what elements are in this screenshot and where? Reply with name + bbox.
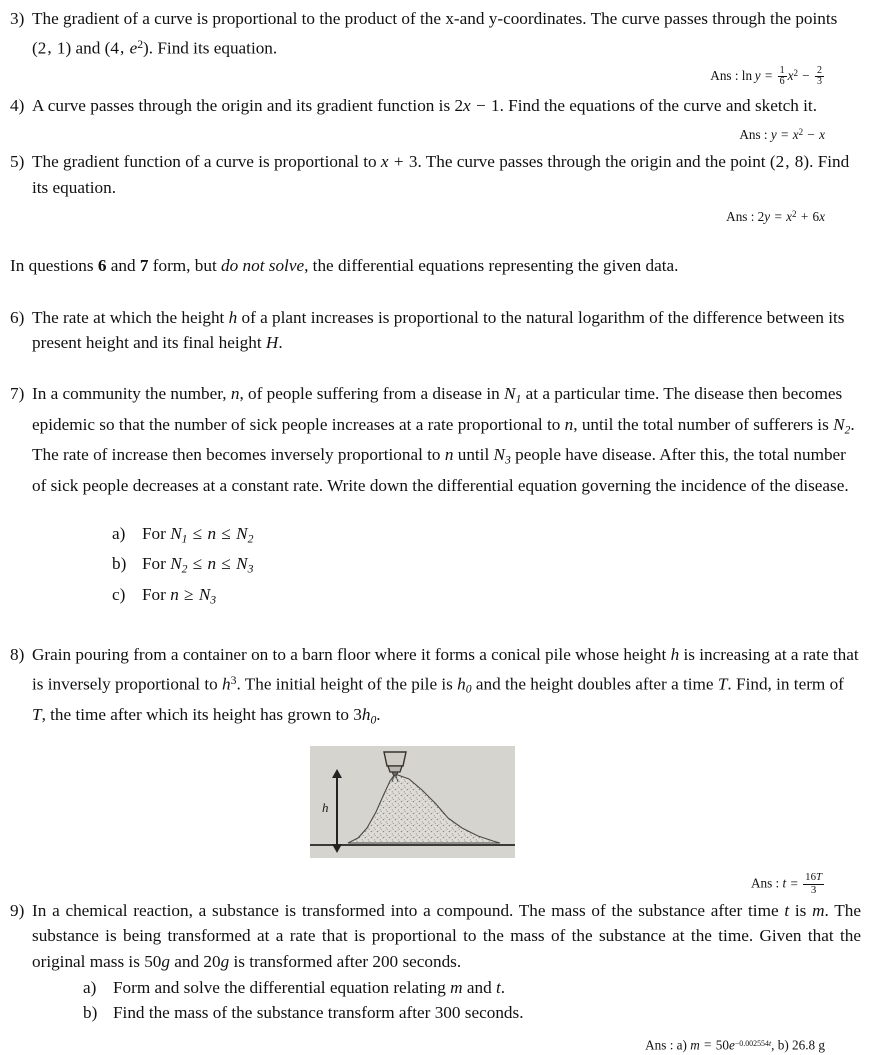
- question-3: [0, 6, 869, 60]
- question-9-subitem-b: [83, 1000, 869, 1025]
- question-7-subitem-c: [112, 582, 869, 612]
- question-9-number: 9): [10, 900, 25, 920]
- subitem-c-text: For $n \ge N_3$: [142, 584, 217, 606]
- question-7-number: 7): [10, 383, 25, 403]
- grain-pile-shape: [348, 774, 500, 843]
- subitem-a-label: a): [83, 978, 97, 998]
- question-7: [0, 381, 869, 499]
- question-8-text: Grain pouring from a container on to a barn floor where it forms a conical pile whose height h is increasing at a rate that is inversely proportional to $h^3$. The initial height of the pile is $h_0$ and the height doubles after a time T. Find, in term of T, the time after which its height has grown to $3h_0$.: [32, 645, 859, 726]
- height-label-h: h: [322, 800, 329, 816]
- question-5-text: The gradient function of a curve is proportional to x + 3. The curve passes through the origin and the point (2, 8). Find its equation.: [32, 152, 850, 197]
- question-9-subitem-a: [83, 975, 869, 1000]
- question-9: [0, 898, 869, 975]
- question-7-subitem-a: [112, 521, 869, 551]
- subitem-b-text: Find the mass of the substance transform after 300 seconds.: [113, 1003, 524, 1023]
- grain-pile-illustration: [310, 746, 515, 858]
- subitem-b-text: For $N_2 \le n \le N_3$: [142, 554, 254, 576]
- question-7-subitem-b: [112, 551, 869, 581]
- height-arrow: [336, 777, 338, 845]
- question-7-text: In a community the number, n, of people suffering from a disease in $N_1$ at a particular time. The disease then becomes epidemic so that the number of sick people increases at a rate proportional to n, until the total number of sufferers is $N_2$. The rate of increase then becomes inversely proportional to n until $N_3$ people have disease. After this, the total number of sick people decreases at a constant rate. Write down the differential equation governing the incidence of the disease.: [32, 383, 855, 496]
- question-6: [0, 305, 869, 356]
- document-page: [0, 6, 869, 1053]
- grain-pile-figure-container: [0, 746, 869, 858]
- answer-9: Ans : a) $m = 50e^{-0.002554t}$, b) 26.8 g: [645, 1037, 825, 1053]
- subitem-b-label: b): [112, 554, 127, 574]
- question-8-number: 8): [10, 645, 25, 665]
- subitem-b-label: b): [83, 1003, 98, 1023]
- intro-note: In questions 6 and 7 form, but do not solve, the differential equations representing the given data.: [10, 256, 679, 276]
- question-4: [0, 93, 869, 119]
- question-4-text: A curve passes through the origin and its gradient function is 2x − 1. Find the equations of the curve and sketch it.: [32, 95, 817, 115]
- question-9-subitems: [83, 975, 869, 1025]
- subitem-a-text: For $N_1 \le n \le N_2$: [142, 523, 254, 545]
- funnel-icon: [384, 752, 406, 776]
- question-3-text: The gradient of a curve is proportional to the product of the x-and y-coordinates. The curve passes through the points (2, 1) and (4, $e^2$). Find its equation.: [32, 9, 838, 57]
- question-7-subitems: [112, 521, 869, 612]
- question-9-text: In a chemical reaction, a substance is transformed into a compound. The mass of the substance after time t is m. The substance is being transformed at a rate that is proportional to the mass of the substance at the time. Given that the original mass is 50g and 20g is transformed after 200 seconds.: [32, 900, 861, 971]
- subitem-a-label: a): [112, 523, 126, 543]
- grain-pile-figure: [310, 746, 515, 858]
- subitem-c-label: c): [112, 584, 126, 604]
- answer-8: Ans : t = $\frac{16T}{3}$: [750, 871, 822, 896]
- subitem-a-text: Form and solve the differential equation relating m and t.: [113, 978, 506, 998]
- question-5: [0, 149, 869, 200]
- question-6-text: The rate at which the height h of a plant increases is proportional to the natural logarithm of the difference between its present height and its final height H.: [32, 307, 845, 353]
- question-5-number: 5): [10, 152, 25, 172]
- answer-4: Ans : $y = x^2 - x$: [739, 127, 825, 143]
- question-6-number: 6): [10, 307, 25, 327]
- question-3-number: 3): [10, 9, 25, 28]
- question-4-number: 4): [10, 95, 25, 115]
- question-8: [0, 642, 869, 732]
- answer-5: Ans : $2y = x^2 + 6x$: [726, 209, 825, 225]
- answer-3: Ans : ln y = $\frac{1}{6}$ $x^2$ − $\frac{2}{3}$: [710, 65, 822, 88]
